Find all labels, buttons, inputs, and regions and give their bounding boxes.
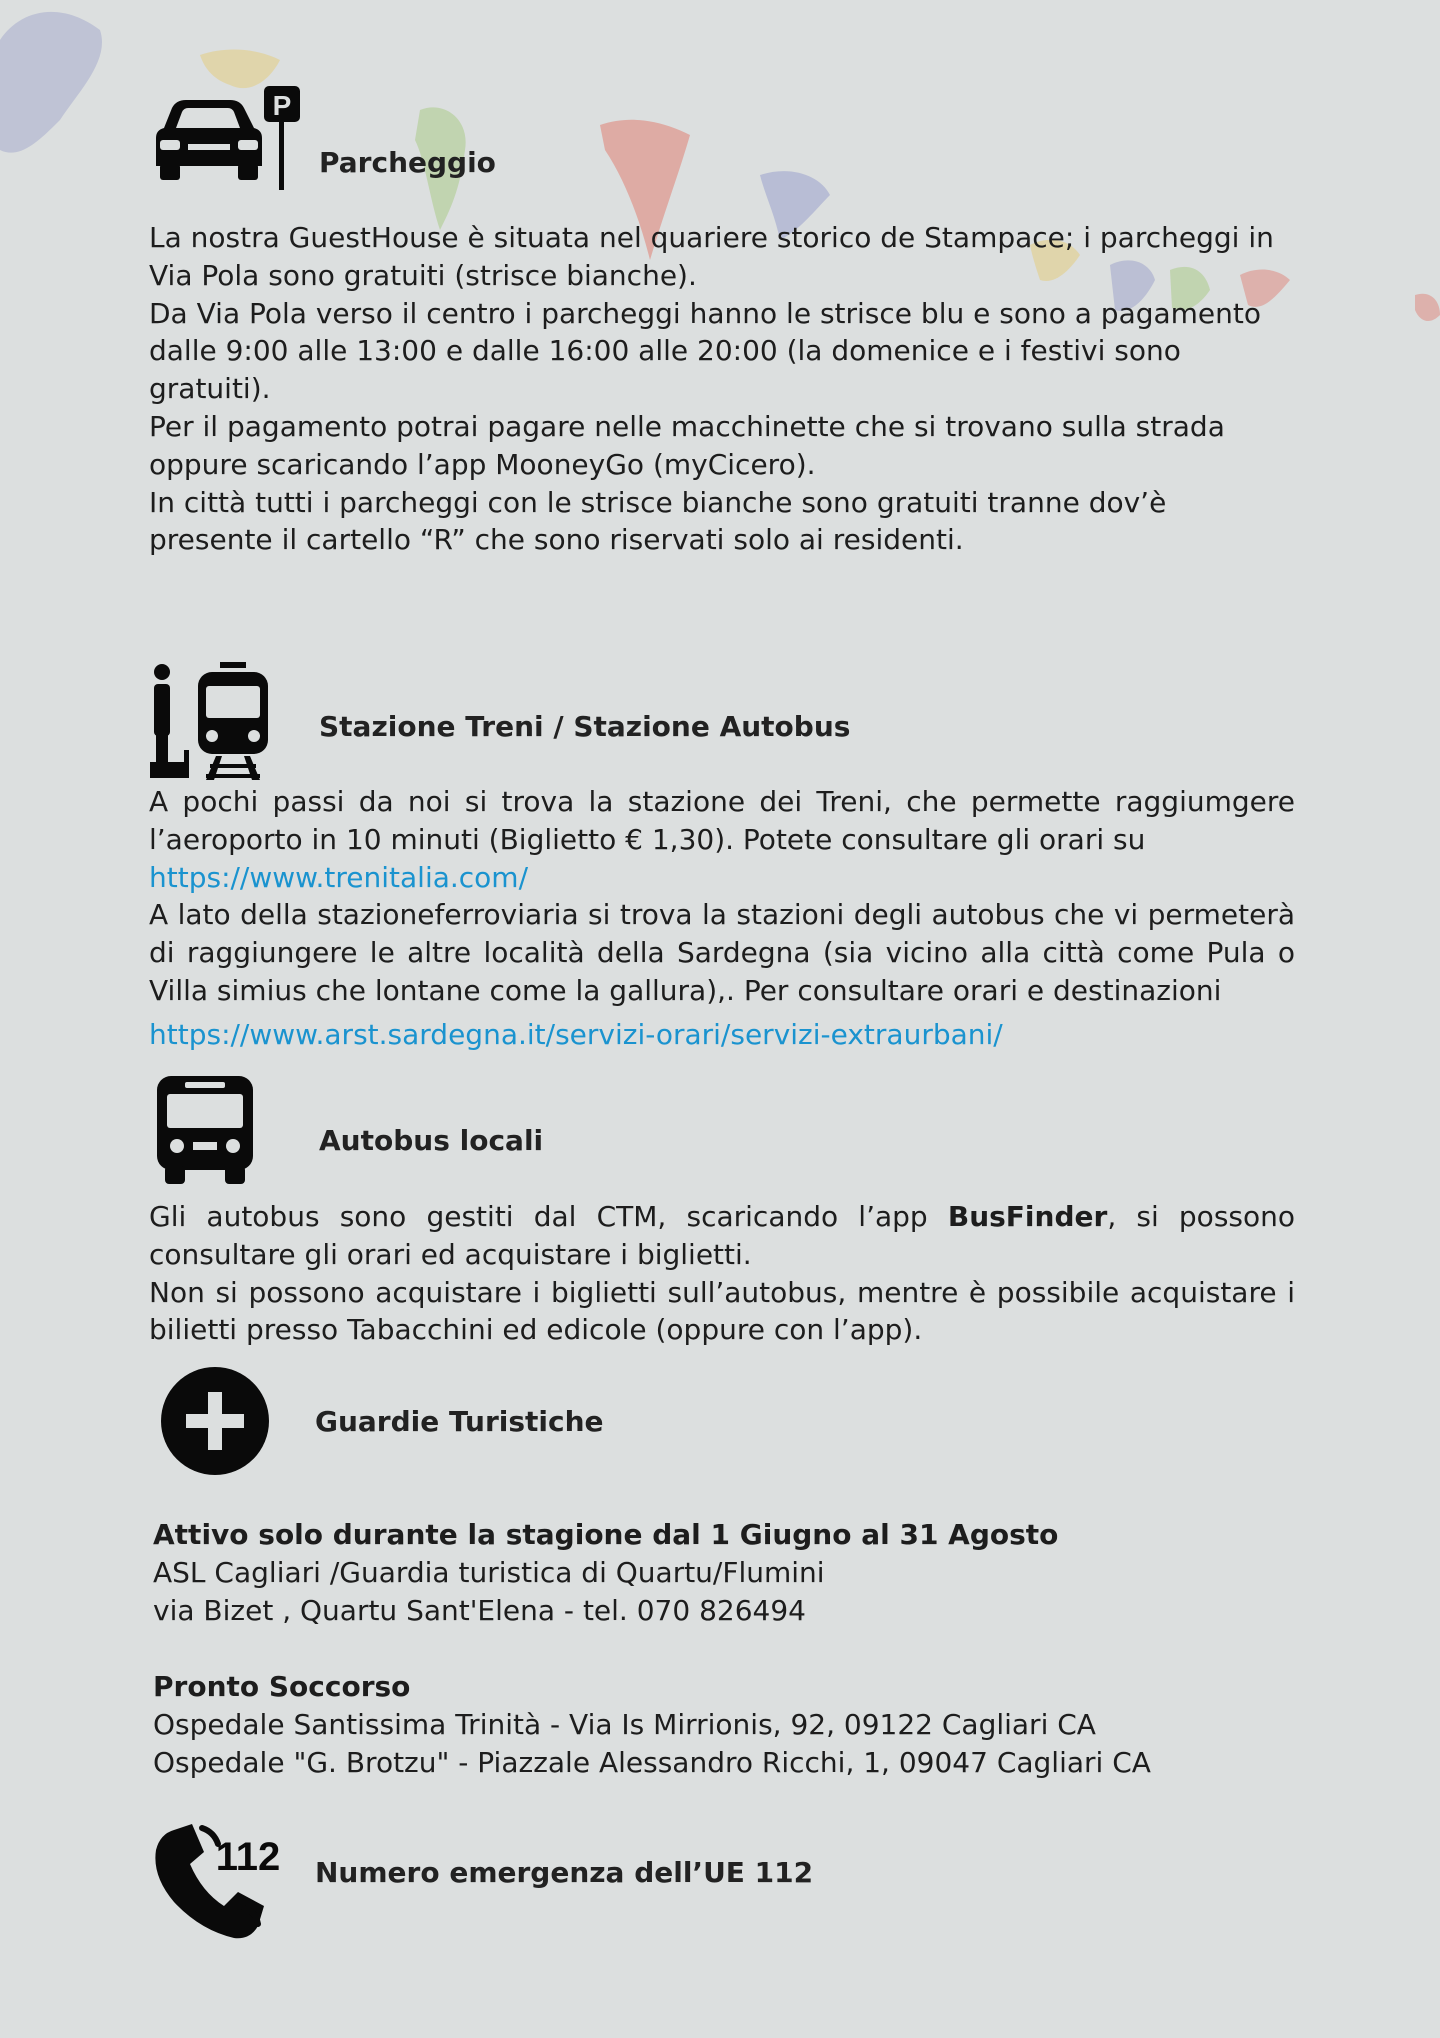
arst-link[interactable]: https://www.arst.sardegna.it/servizi-orari/servizi-extraurbani/ <box>149 1017 1003 1051</box>
parking-paragraph-1: La nostra GuestHouse è situata nel quariere storico de Stampace; i parcheggi in Via Pola sono gratuiti (strisce bianche). <box>149 221 1274 292</box>
tourist-guard-active-notice: Attivo solo durante la stagione dal 1 Giugno al 31 Agosto <box>153 1518 1059 1551</box>
tourist-guard-line-1: ASL Cagliari /Guardia turistica di Quartu/Flumini <box>153 1556 825 1589</box>
train-station-icon <box>150 662 272 782</box>
local-bus-paragraph-1 <box>149 1198 1295 1274</box>
parking-title: Parcheggio <box>319 146 496 179</box>
parking-paragraph-4: In città tutti i parcheggi con le strisce bianche sono gratuiti tranne dov’è presente il cartello “R” che sono riservati solo ai residenti. <box>149 485 1167 557</box>
emergency-room-line-2: Ospedale "G. Brotzu" - Piazzale Alessandro Ricchi, 1, 09047 Cagliari CA <box>153 1746 1151 1779</box>
stations-paragraph-1: A pochi passi da noi si trova la stazione dei Treni, che permette raggiumgere l’aeroporto in 10 minuti (Biglietto € 1,30). Potete consultare gli orari su <box>149 785 1295 856</box>
medical-cross-icon <box>160 1366 270 1476</box>
busfinder-app-name: BusFinder <box>947 1200 1108 1233</box>
tourist-guard-line-2: via Bizet , Quartu Sant'Elena - tel. 070 826494 <box>153 1594 806 1627</box>
local-bus-text <box>149 1198 1295 1349</box>
car-parking-icon <box>152 84 302 194</box>
parking-text <box>149 219 1295 559</box>
trenitalia-link[interactable]: https://www.trenitalia.com/ <box>149 860 529 894</box>
emergency-room-title: Pronto Soccorso <box>153 1670 411 1703</box>
tourist-guard-info <box>153 1516 1253 1630</box>
bus-icon <box>155 1076 255 1184</box>
stations-text <box>149 783 1295 1054</box>
parking-paragraph-3: Per il pagamento potrai pagare nelle macchinette che si trovano sulla strada oppure scaricando l’app MooneyGo (myCicero). <box>149 409 1225 481</box>
emergency-number-title: Numero emergenza dell’UE 112 <box>315 1856 814 1889</box>
local-bus-paragraph-2: Non si possono acquistare i biglietti sull’autobus, mentre è possibile acquistare i bilietti presso Tabacchini ed edicole (oppure con l’app). <box>149 1275 1295 1347</box>
emergency-room-line-1: Ospedale Santissima Trinità - Via Is Mirrionis, 92, 09122 Cagliari CA <box>153 1708 1096 1741</box>
emergency-phone-icon <box>152 1822 282 1944</box>
parking-sign-letter: P <box>272 90 292 121</box>
emergency-room-info <box>153 1668 1253 1782</box>
stations-title: Stazione Treni / Stazione Autobus <box>319 710 851 743</box>
local-bus-text-after: , si possono consultare gli orari ed acquistare i biglietti. <box>149 1200 1295 1271</box>
stations-paragraph-2: A lato della stazioneferroviaria si trova la stazioni degli autobus che vi permeterà di raggiungere le altre località della Sardegna (sia vicino alla città come Pula o Villa simius che lontane come la gallura),. Per consultare orari e destinazioni <box>149 898 1295 1007</box>
local-bus-text-before: Gli autobus sono gestiti dal CTM, scaricando l’app <box>149 1200 948 1233</box>
tourist-guard-title: Guardie Turistiche <box>315 1405 604 1438</box>
local-bus-title: Autobus locali <box>319 1124 544 1157</box>
parking-paragraph-2: Da Via Pola verso il centro i parcheggi hanno le strisce blu e sono a pagamento dalle 9:00 alle 13:00 e dalle 16:00 alle 20:00 (la domenice e i festivi sono gratuiti). <box>149 296 1262 406</box>
emergency-number-label: 112 <box>215 1835 281 1879</box>
